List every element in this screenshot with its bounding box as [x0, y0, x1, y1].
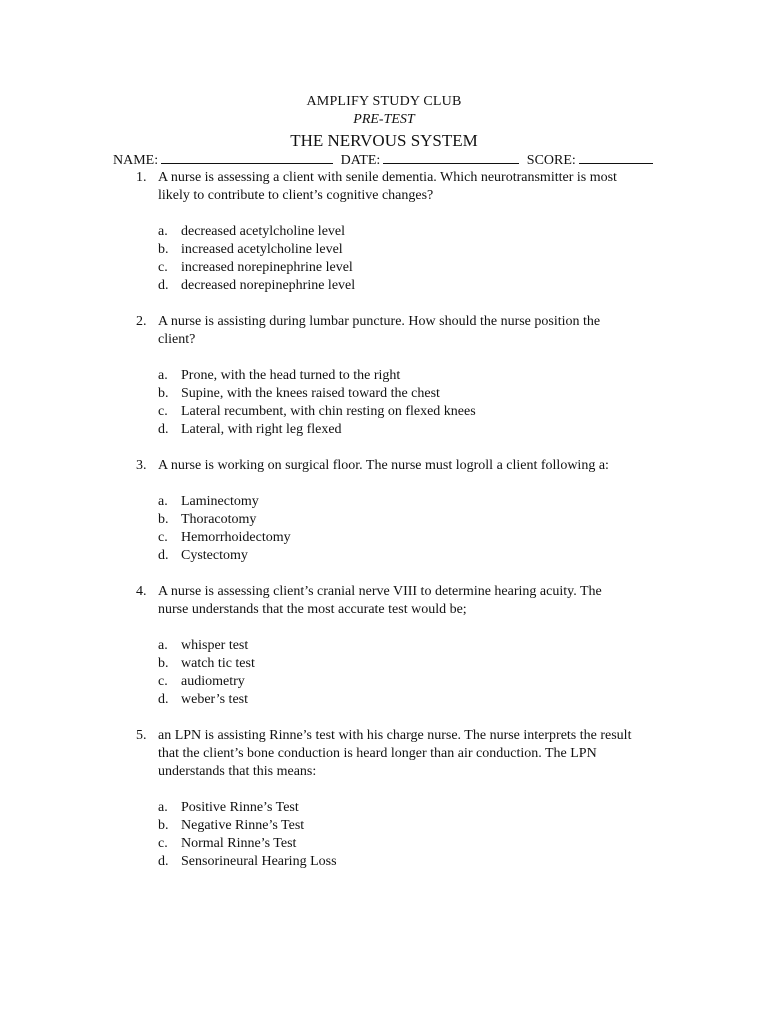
option-text: audiometry [181, 674, 245, 689]
question-number: 4. [136, 584, 147, 599]
option-letter: b. [158, 242, 169, 257]
question-text: A nurse is assisting during lumbar puncture. How should the nurse position the client? [158, 314, 601, 347]
option-letter: a. [158, 494, 168, 509]
answer-option [0, 385, 768, 403]
option-letter: c. [158, 836, 168, 851]
option-letter: d. [158, 692, 169, 707]
answer-option [0, 691, 768, 709]
option-letter: c. [158, 530, 168, 545]
date-blank [383, 150, 519, 164]
answer-option [0, 511, 768, 529]
answer-option [0, 367, 768, 385]
question-3 [0, 457, 768, 565]
score-blank [579, 150, 653, 164]
answer-option [0, 853, 768, 871]
option-letter: b. [158, 818, 169, 833]
option-text: Positive Rinne’s Test [181, 800, 299, 815]
answer-option [0, 277, 768, 295]
answer-option [0, 529, 768, 547]
option-letter: b. [158, 512, 169, 527]
question-text: an LPN is assisting Rinne’s test with his charge nurse. The nurse interprets the result that the client’s bone conduction is heard longer than air conduction. The LPN understands that this means: [158, 728, 632, 779]
question-number: 1. [136, 170, 147, 185]
student-info-line [113, 150, 673, 170]
option-text: decreased acetylcholine level [181, 224, 346, 239]
question-2 [0, 313, 768, 439]
answer-options [0, 367, 768, 439]
answer-option [0, 223, 768, 241]
option-text: Lateral, with right leg flexed [181, 422, 342, 437]
question-4 [0, 583, 768, 709]
option-text: whisper test [181, 638, 249, 653]
option-text: Thoracotomy [181, 512, 257, 527]
option-letter: d. [158, 854, 169, 869]
question-5 [0, 727, 768, 871]
answer-option [0, 817, 768, 835]
option-text: Laminectomy [181, 494, 259, 509]
option-text: increased norepinephrine level [181, 260, 353, 275]
answer-options [0, 637, 768, 709]
option-text: Sensorineural Hearing Loss [181, 854, 337, 869]
option-letter: d. [158, 278, 169, 293]
option-text: Hemorrhoidectomy [181, 530, 291, 545]
question-number: 3. [136, 458, 147, 473]
answer-option [0, 637, 768, 655]
option-letter: c. [158, 260, 168, 275]
option-text: decreased norepinephrine level [181, 278, 356, 293]
answer-options [0, 799, 768, 871]
option-text: Normal Rinne’s Test [181, 836, 297, 851]
question-list [0, 169, 768, 889]
option-text: Negative Rinne’s Test [181, 818, 305, 833]
answer-option [0, 493, 768, 511]
name-label: NAME: [113, 153, 159, 168]
question-number: 2. [136, 314, 147, 329]
option-text: Supine, with the knees raised toward the chest [181, 386, 440, 401]
option-text: watch tic test [181, 656, 255, 671]
answer-option [0, 673, 768, 691]
answer-options [0, 493, 768, 565]
option-letter: a. [158, 224, 168, 239]
answer-option [0, 547, 768, 565]
option-letter: b. [158, 386, 169, 401]
option-letter: a. [158, 638, 168, 653]
answer-options [0, 223, 768, 295]
option-letter: a. [158, 800, 168, 815]
question-1 [0, 169, 768, 295]
question-text: A nurse is working on surgical floor. The nurse must logroll a client following a: [158, 458, 609, 473]
date-label: DATE: [340, 153, 381, 168]
answer-option [0, 403, 768, 421]
option-text: increased acetylcholine level [181, 242, 343, 257]
question-number: 5. [136, 728, 147, 743]
document-header [0, 93, 768, 152]
answer-option [0, 421, 768, 439]
question-text: A nurse is assessing client’s cranial nerve VIII to determine hearing acuity. The nurse understands that the most accurate test would be; [158, 584, 602, 617]
option-letter: c. [158, 404, 168, 419]
answer-option [0, 835, 768, 853]
option-letter: d. [158, 422, 169, 437]
option-text: Lateral recumbent, with chin resting on flexed knees [181, 404, 476, 419]
option-letter: c. [158, 674, 168, 689]
answer-option [0, 259, 768, 277]
option-letter: a. [158, 368, 168, 383]
option-text: Cystectomy [181, 548, 248, 563]
option-text: Prone, with the head turned to the right [181, 368, 401, 383]
page-title: THE NERVOUS SYSTEM [290, 131, 478, 150]
option-letter: b. [158, 656, 169, 671]
score-label: SCORE: [526, 153, 576, 168]
question-text: A nurse is assessing a client with senile dementia. Which neurotransmitter is most likely to contribute to client’s cognitive changes? [158, 170, 617, 203]
club-name: AMPLIFY STUDY CLUB [306, 94, 462, 109]
test-type: PRE-TEST [353, 112, 415, 127]
answer-option [0, 799, 768, 817]
answer-option [0, 655, 768, 673]
answer-option [0, 241, 768, 259]
name-blank [161, 150, 333, 164]
option-text: weber’s test [181, 692, 248, 707]
option-letter: d. [158, 548, 169, 563]
